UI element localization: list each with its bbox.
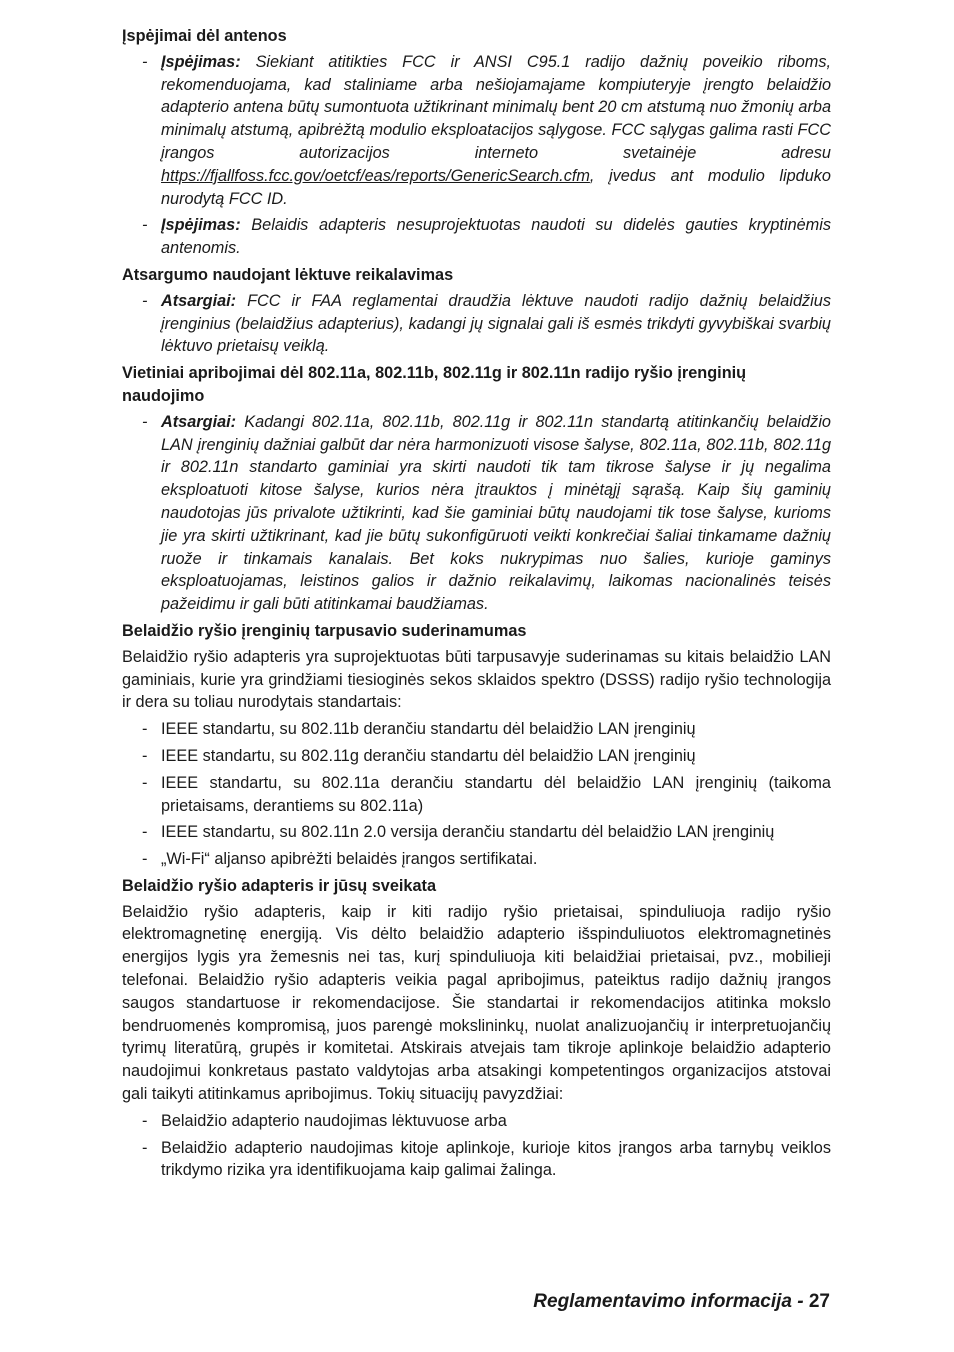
warning-text: Siekiant atitikties FCC ir ANSI C95.1 radijo dažnių poveikio riboms, rekomenduojama, kad staliniame arba nešiojamajame kompiuteryje įrengto belaidžio adapterio antena būtų sumontuota užtikrinant minimalų bent 20 cm atstumą nuo žmonių arba minimalų atstumą, apibrėžtą modulio eksploatacijos sąlygose. FCC sąlygas galima rasti FCC įrangos autorizacijos interneto svetainėje adresu: [161, 52, 831, 162]
antenna-warning-list: [122, 51, 831, 260]
bullet-dash: -: [142, 850, 148, 869]
list-item: [122, 821, 831, 844]
bullet-dash: -: [142, 773, 148, 792]
list-item: [122, 718, 831, 741]
warning-label: Įspėjimas:: [161, 216, 241, 235]
warning-text: Belaidis adapteris nesuprojektuotas naudoti su didelės gauties kryptinėmis antenomis.: [161, 216, 831, 258]
bullet-dash: -: [142, 823, 148, 842]
bullet-dash: -: [142, 52, 148, 71]
interoperability-paragraph: Belaidžio ryšio adapteris yra suprojektuotas būti tarpusavyje suderinamas su kitais belaidžio LAN gaminiais, kurie yra grindžiami tiesioginės sekos sklaidos spektro (DSSS) radijo ryšio technologija ir dera su toliau nurodytais standartais:: [122, 647, 831, 712]
health-paragraph: Belaidžio ryšio adapteris, kaip ir kiti radijo ryšio prietaisai, spinduliuoja radijo ryšio elektromagnetinę energiją. Vis dėlto belaidžio adapterio išspinduliuotos elektromagnetinės energijos lygis yra žemesnis nei tas, kurį spinduliuoja kiti belaidžiai prietaisai, pvz., mobilieji telefonai. Belaidžio ryšio adapteris veikia pagal apribojimus, pateiktus radijo dažnių įrangos saugos standartuose ir rekomendacijose. Šie standartai ir rekomendacijos atitinka mokslo bendruomenės kompromisą, juos parengė mokslininkų, nuolat analizuojančių ir interpretuojančių tyrimų literatūrą, grupės ir komitetai. Atskirais atvejais tam tikroje aplinkoje belaidžio adapterio naudojimui konkretaus pastato valdytojas arba atsakingi kompetentingos organizacijos atstovai gali taikyti atitinkamus apribojimus. Tokių situacijų pavyzdžiai:: [122, 902, 831, 1104]
bullet-dash: -: [142, 720, 148, 739]
fcc-link[interactable]: https://fjallfoss.fcc.gov/oetcf/eas/reports/GenericSearch.cfm: [161, 166, 590, 185]
aircraft-warning-list: [122, 290, 831, 358]
document-page: [122, 25, 831, 1186]
list-item-text: IEEE standartu, su 802.11b derančiu standartu dėl belaidžio LAN įrenginių: [161, 720, 696, 739]
page-footer: [533, 1291, 830, 1313]
list-item-text: Belaidžio adapterio naudojimas lėktuvuose arba: [161, 1111, 507, 1130]
list-item: [122, 214, 831, 260]
warning-text: , įvedus ant modulio lipduko nurodytą FCC ID.: [161, 166, 831, 208]
list-item-text: IEEE standartu, su 802.11a derančiu standartu dėl belaidžio LAN įrenginių (taikoma prietaisams, derantiems su 802.11a): [161, 773, 831, 815]
page-number: 27: [808, 1291, 830, 1312]
bullet-dash: -: [142, 216, 148, 235]
list-item: [122, 1110, 831, 1133]
list-item: [122, 772, 831, 818]
list-item-text: Belaidžio adapterio naudojimas kitoje aplinkoje, kurioje kitos įrangos arba tarnybų veiklos trikdymo rizika yra identifikuojama kaip galimai žalinga.: [161, 1138, 831, 1180]
bullet-dash: -: [142, 412, 148, 431]
bullet-dash: -: [142, 1138, 148, 1157]
bullet-dash: -: [142, 746, 148, 765]
list-item-text: IEEE standartu, su 802.11n 2.0 versija derančiu standartu dėl belaidžio LAN įrenginių: [161, 823, 775, 842]
bullet-dash: -: [142, 291, 148, 310]
warning-text: FCC ir FAA reglamentai draudžia lėktuve naudoti radijo dažnių belaidžius įrenginius (belaidžius adapterius), kadangi jų signalai gali iš esmės trikdyti gyvybiškai svarbių lėktuvo prietaisų veiklą.: [161, 291, 831, 356]
examples-list: [122, 1110, 831, 1182]
warning-label: Atsargiai:: [161, 291, 237, 310]
section-heading-health: Belaidžio ryšio adapteris ir jūsų sveikata: [122, 876, 436, 895]
warning-label: Įspėjimas:: [161, 52, 241, 71]
footer-title: Reglamentavimo informacija -: [533, 1291, 804, 1312]
section-heading-local-restrictions: Vietiniai apribojimai dėl 802.11a, 802.11b, 802.11g ir 802.11n radijo ryšio įrenginių naudojimo: [122, 364, 747, 405]
standards-list: [122, 718, 831, 871]
warning-text: Kadangi 802.11a, 802.11b, 802.11g ir 802.11n standartą atitinkančių belaidžio LAN įrenginių dažniai galbūt dar nėra harmonizuoti visose šalyse, 802.11a, 802.11b, 802.11g ir 802.11n standarto gaminiai yra skirti naudoti tik tam tikrose šalyse ir jų negalima eksploatuoti kitose šalyse, kurios nėra įtrauktos į minėtąjį sąrašą. Kaip šių gaminių naudotojas jūs privalote užtikrinti, kad šie gaminiai būtų naudojami tik tose šalyse, kurioms jie yra skirti užtikrinant, kad jie būtų sukonfigūruoti veikti konkrečiai šaliai tinkamame dažnių ruože ir tinkamais kanalais. Bet koks nukrypimas nuo šalies, kurioje gaminys eksploatuojamas, leistinos galios ir dažnio reikalavimų, laikomas nacionalinės teisės pažeidimu ir gali būti atitinkamai baudžiamas.: [161, 412, 831, 614]
section-heading-aircraft: Atsargumo naudojant lėktuve reikalavimas: [122, 265, 454, 284]
list-item: [122, 745, 831, 768]
bullet-dash: -: [142, 1111, 148, 1130]
list-item: [122, 1137, 831, 1183]
list-item: [122, 411, 831, 616]
list-item: [122, 51, 831, 211]
section-heading-interoperability: Belaidžio ryšio įrenginių tarpusavio suderinamumas: [122, 621, 527, 640]
warning-label: Atsargiai:: [161, 412, 237, 431]
list-item-text: „Wi-Fi“ aljanso apibrėžti belaidės įrangos sertifikatai.: [161, 850, 538, 869]
section-heading-antenna: Įspėjimai dėl antenos: [122, 27, 287, 45]
list-item-text: IEEE standartu, su 802.11g derančiu standartu dėl belaidžio LAN įrenginių: [161, 746, 696, 765]
list-item: [122, 848, 831, 871]
local-warning-list: [122, 411, 831, 616]
list-item: [122, 290, 831, 358]
